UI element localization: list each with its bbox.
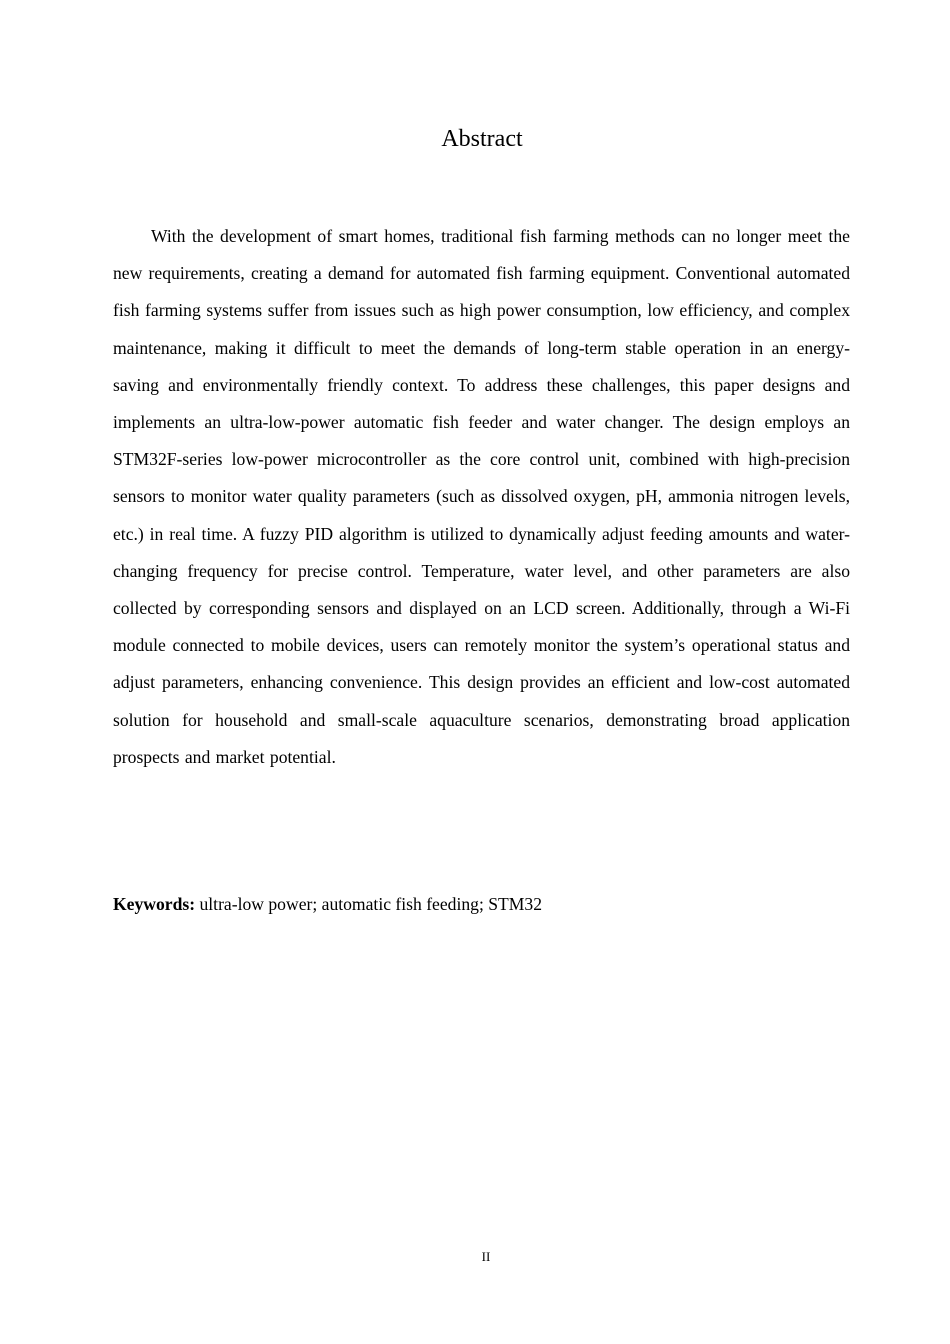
keywords-label: Keywords: bbox=[113, 894, 196, 914]
page-number: II bbox=[481, 1249, 491, 1264]
keywords-text: ultra-low power; automatic fish feeding; STM32 bbox=[199, 894, 543, 914]
keywords-line bbox=[113, 891, 850, 917]
abstract-title: Abstract bbox=[441, 126, 523, 152]
abstract-body: With the development of smart homes, traditional fish farming methods can no longer meet the new requirements, creating a demand for automated fish farming equipment. Conventional automated fish farming systems suffer from issues such as high power consumption, low efficiency, and complex maintenance, making it difficult to meet the demands of long-term stable operation in an energy-saving and environmentally friendly context. To address these challenges, this paper designs and implements an ultra-low-power automatic fish feeder and water changer. The design employs an STM32F-series low-power microcontroller as the core control unit, combined with high-precision sensors to monitor water quality parameters (such as dissolved oxygen, pH, ammonia nitrogen levels, etc.) in real time. A fuzzy PID algorithm is utilized to dynamically adjust feeding amounts and water-changing frequency for precise control. Temperature, water level, and other parameters are also collected by corresponding sensors and displayed on an LCD screen. Additionally, through a Wi-Fi module connected to mobile devices, users can remotely monitor the system’s operational status and adjust parameters, enhancing convenience. This design provides an efficient and low-cost automated solution for household and small-scale aquaculture scenarios, demonstrating broad application prospects and market potential. bbox=[113, 226, 850, 767]
